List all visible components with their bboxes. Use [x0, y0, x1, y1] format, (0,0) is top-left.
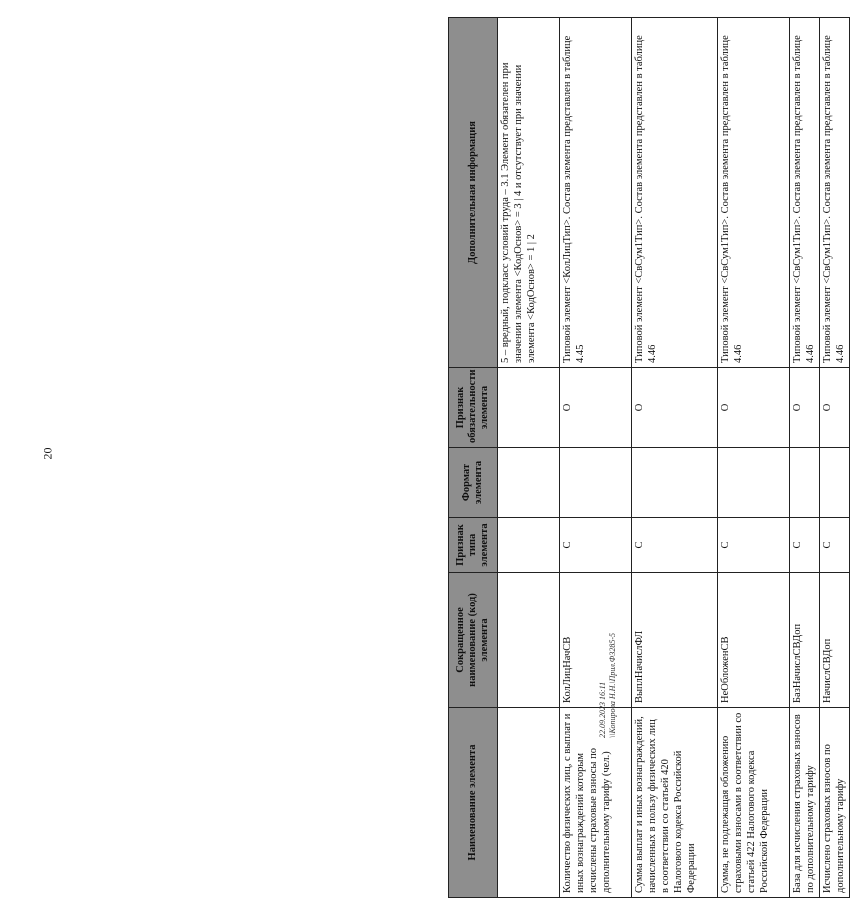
cell-code: НеОбложенСВ: [718, 573, 790, 708]
header-format: Формат элемента: [449, 448, 498, 518]
cell-format: [560, 448, 632, 518]
cell-required: О: [820, 368, 850, 448]
table-row: [820, 18, 850, 898]
cell-code: [498, 573, 560, 708]
cell-code: НачислСВДоп: [820, 573, 850, 708]
cell-name: Исчислено страховых взносов по дополнительному тарифу: [820, 708, 850, 898]
page-number: 20: [40, 447, 55, 460]
cell-format: [820, 448, 850, 518]
cell-code: КолЛицНачСВ: [560, 573, 632, 708]
table-row: [632, 18, 718, 898]
header-required: Признак обязательности элемента: [449, 368, 498, 448]
cell-format: [790, 448, 820, 518]
footer-stamp: [598, 538, 628, 738]
cell-required: [498, 368, 560, 448]
cell-info: Типовой элемент <СвСум1Тип>. Состав элемента представлен в таблице 4.46: [718, 18, 790, 368]
cell-code: БазНачислСВДоп: [790, 573, 820, 708]
cell-required: О: [718, 368, 790, 448]
cell-info: 5 – вредный, подкласс условий труда – 3.1 Элемент обязателен при значении элемента <КодОснов> = 3 | 4 и отсутствует при значении элемента <КодОснов> = 1 | 2: [498, 18, 560, 368]
rotated-table-wrapper: [448, 18, 846, 898]
cell-name: Сумма, не подлежащая обложению страховыми взносами в соответствии со статьей 422 Налогового кодекса Российской Федерации: [718, 708, 790, 898]
cell-name: Сумма выплат и иных вознаграждений, начисленных в пользу физических лиц в соответствии со статьей 420 Налогового кодекса Российской Федерации: [632, 708, 718, 898]
header-info: Дополнительная информация: [449, 18, 498, 368]
footer-timestamp: 22.09.2023 16:11: [598, 681, 607, 738]
cell-format: [718, 448, 790, 518]
cell-format: [632, 448, 718, 518]
cell-type: С: [560, 518, 632, 573]
cell-type: С: [820, 518, 850, 573]
elements-table: [448, 17, 850, 898]
cell-required: О: [790, 368, 820, 448]
cell-type: [498, 518, 560, 573]
cell-type: С: [718, 518, 790, 573]
table-row: [498, 18, 560, 898]
table-row: [560, 18, 632, 898]
header-name: Наименование элемента: [449, 708, 498, 898]
cell-name: База для исчисления страховых взносов по дополнительному тарифу: [790, 708, 820, 898]
cell-name: [498, 708, 560, 898]
cell-required: О: [632, 368, 718, 448]
cell-info: Типовой элемент <СвСум1Тип>. Состав элемента представлен в таблице 4.46: [820, 18, 850, 368]
header-type: Признак типа элемента: [449, 518, 498, 573]
cell-info: Типовой элемент <СвСум1Тип>. Состав элемента представлен в таблице 4.46: [790, 18, 820, 368]
table-row: [790, 18, 820, 898]
cell-name: Количество физических лиц, с выплат и иных вознаграждений которым исчислены страховые взносы по дополнительному тарифу (чел.): [560, 708, 632, 898]
cell-info: Типовой элемент <СвСум1Тип>. Состав элемента представлен в таблице 4.46: [632, 18, 718, 368]
cell-info: Типовой элемент <КолЛицТип>. Состав элемента представлен в таблице 4.45: [560, 18, 632, 368]
table-row: [718, 18, 790, 898]
header-code: Сокращенное наименование (код) элемента: [449, 573, 498, 708]
cell-type: С: [790, 518, 820, 573]
cell-required: О: [560, 368, 632, 448]
footer-path: \\Копирова Н.Н.\Прил.Ф3285-5: [608, 632, 617, 738]
cell-format: [498, 448, 560, 518]
cell-type: С: [632, 518, 718, 573]
cell-code: ВыплНачислФЛ: [632, 573, 718, 708]
table-header-row: [449, 18, 498, 898]
